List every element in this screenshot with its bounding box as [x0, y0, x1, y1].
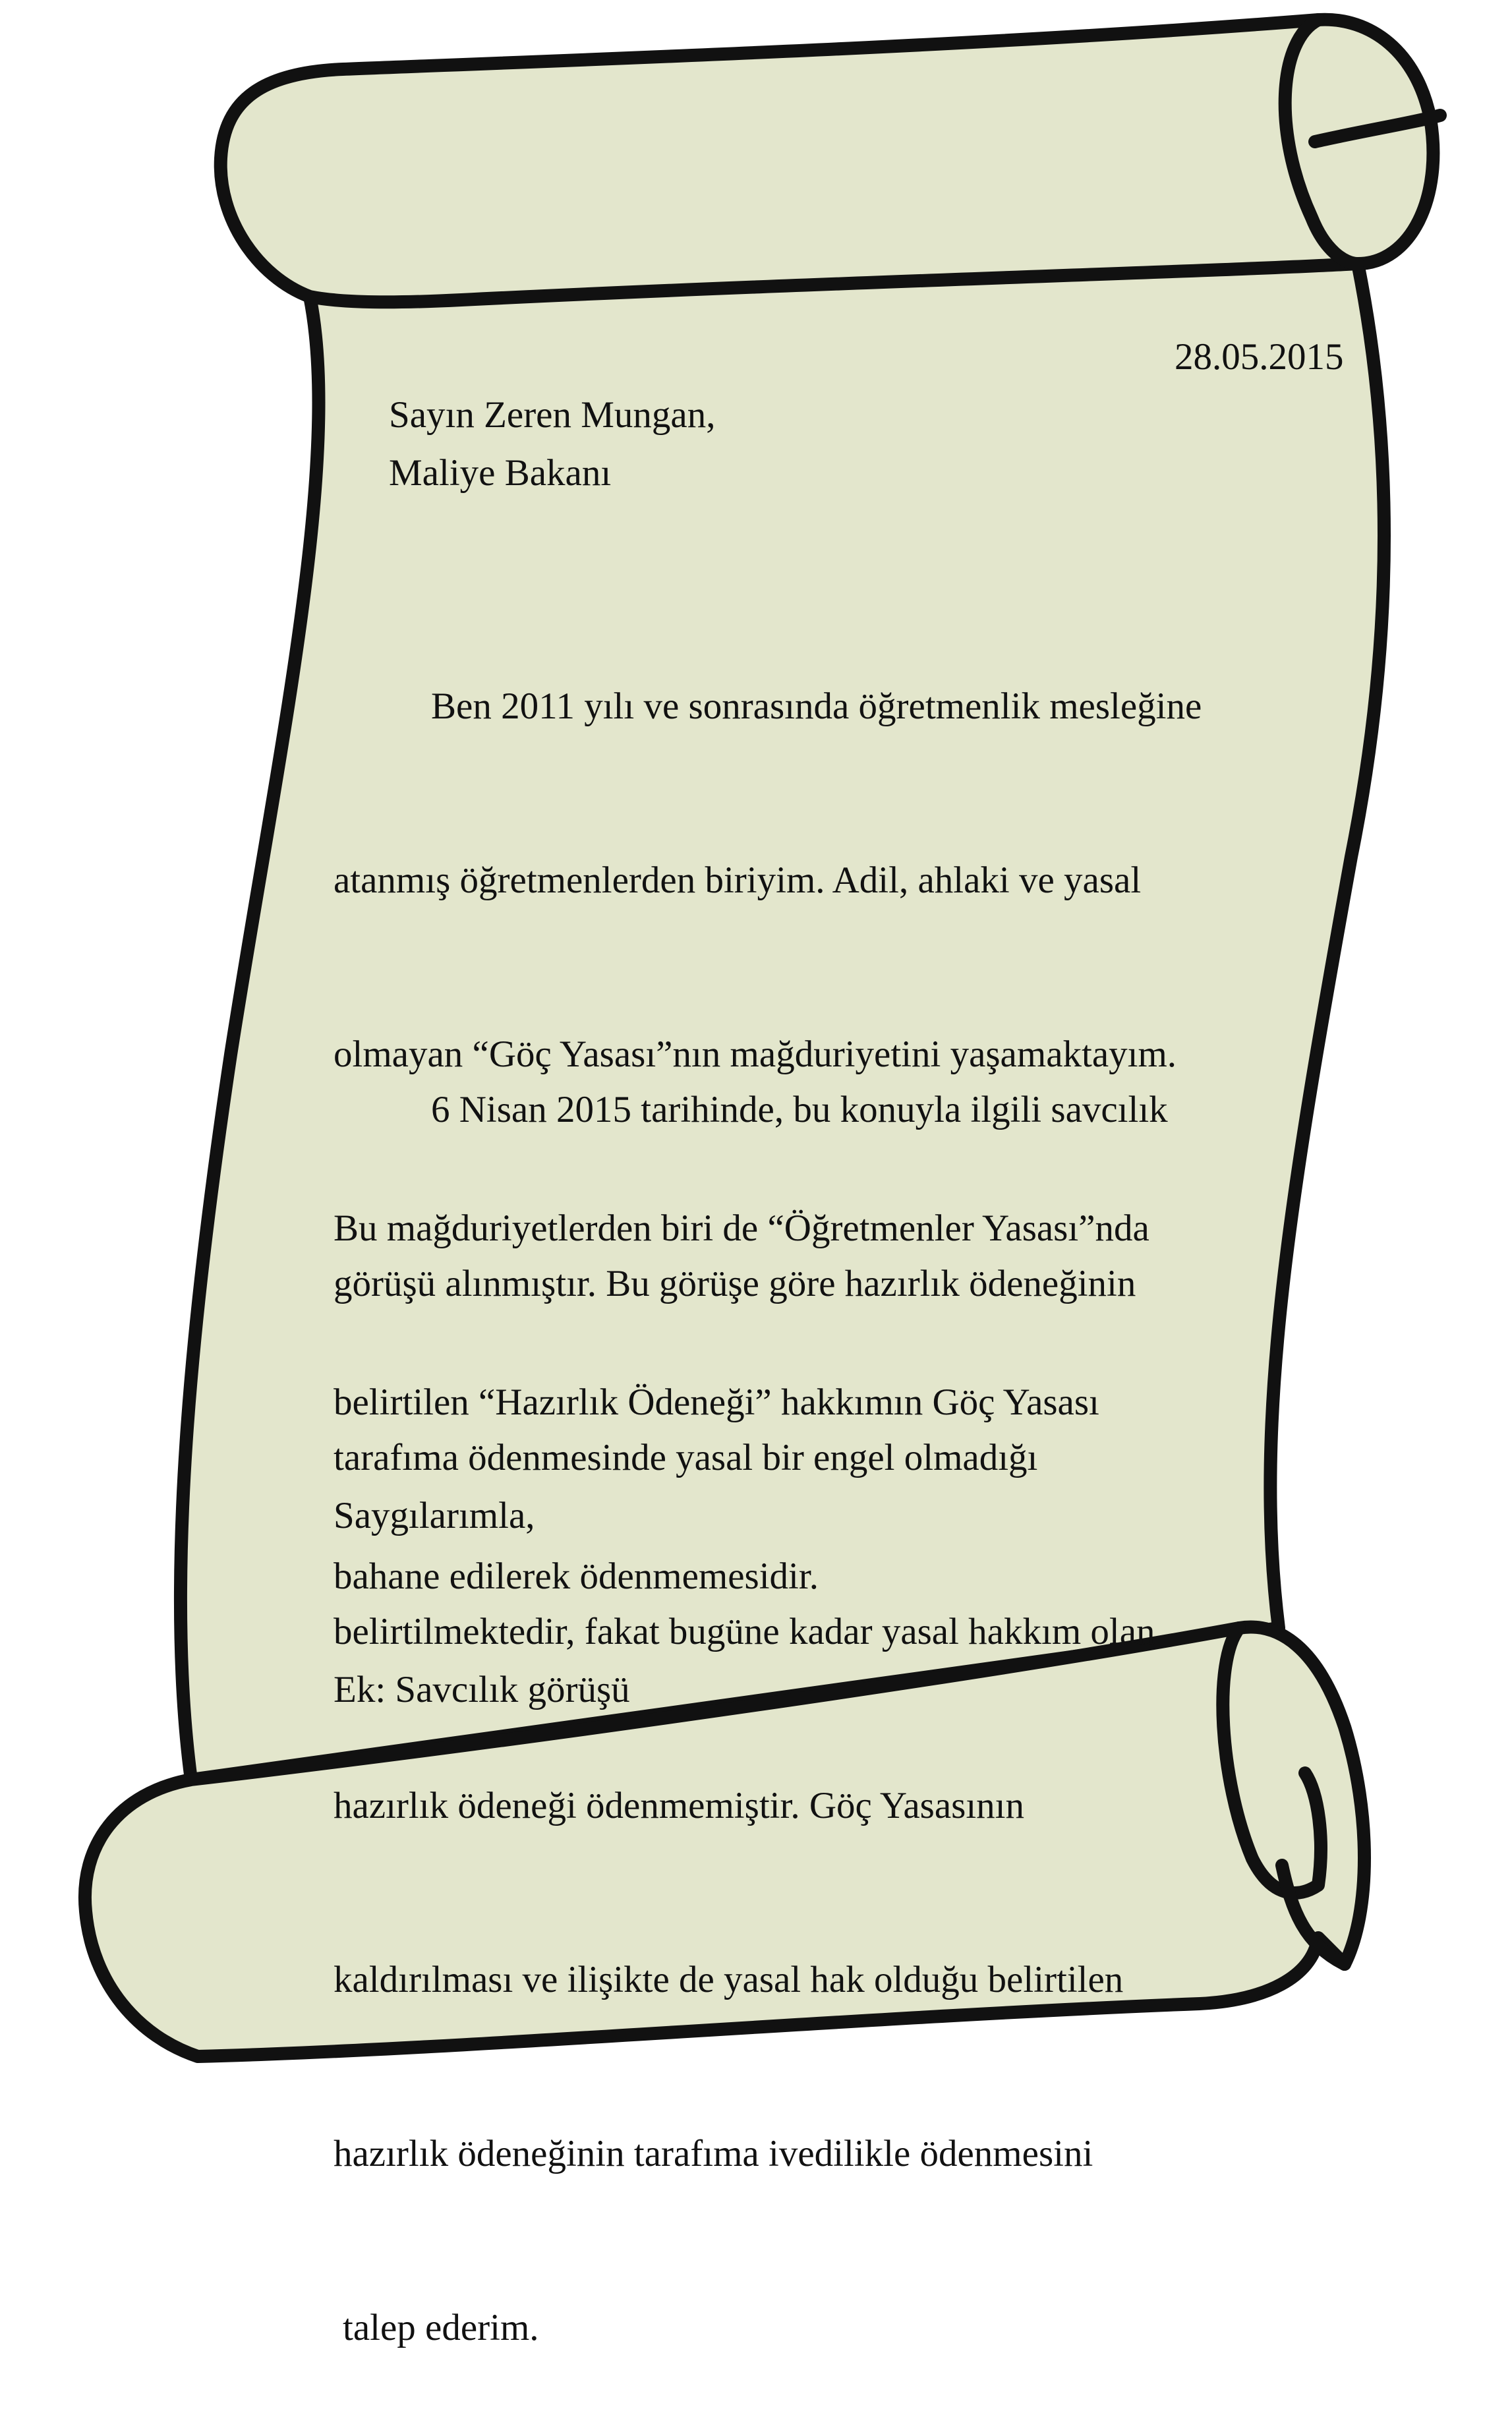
paragraph-line: Bu mağduriyetlerden biri de “Öğretmenler Yasası”nda	[334, 1208, 1149, 1249]
paragraph-line: talep ederim.	[343, 2307, 539, 2348]
attachment-note: Ek: Savcılık görüşü	[334, 1669, 630, 1710]
paragraph-line: belirtilen “Hazırlık Ödeneği” hakkımın Göç Yasası	[334, 1382, 1099, 1423]
closing-line: Saygılarımla,	[334, 1495, 535, 1536]
paragraph-line: belirtilmektedir, fakat bugüne kadar yasal hakkım olan	[334, 1611, 1155, 1652]
recipient-name: Sayın Zeren Mungan,	[389, 394, 716, 436]
paragraph-line: hazırlık ödeneğinin tarafıma ivedilikle ödenmesini	[334, 2133, 1093, 2174]
paragraph-line: kaldırılması ve ilişikte de yasal hak olduğu belirtilen	[334, 1959, 1124, 2000]
paragraph-line: tarafıma ödenmesinde yasal bir engel olmadığı	[334, 1437, 1038, 1478]
paragraph-line: 6 Nisan 2015 tarihinde, bu konuyla ilgili savcılık	[431, 1089, 1168, 1130]
paragraph-line: hazırlık ödeneği ödenmemiştir. Göç Yasasının	[334, 1785, 1025, 1826]
paragraph-line: görüşü alınmıştır. Bu görüşe göre hazırlık ödeneğinin	[334, 1263, 1136, 1304]
letter-date: 28.05.2015	[1175, 336, 1344, 378]
scroll-top-roll	[221, 20, 1434, 303]
paragraph-line: bahane edilerek ödenmemesidir.	[334, 1556, 819, 1597]
paragraph-line: atanmış öğretmenlerden biriyim. Adil, ahlaki ve yasal	[334, 859, 1142, 901]
recipient-title: Maliye Bakanı	[389, 452, 612, 494]
paragraph-line: Ben 2011 yılı ve sonrasında öğretmenlik mesleğine	[431, 685, 1202, 727]
paragraph-line: olmayan “Göç Yasası”nın mağduriyetini yaşamaktayım.	[334, 1033, 1177, 1075]
